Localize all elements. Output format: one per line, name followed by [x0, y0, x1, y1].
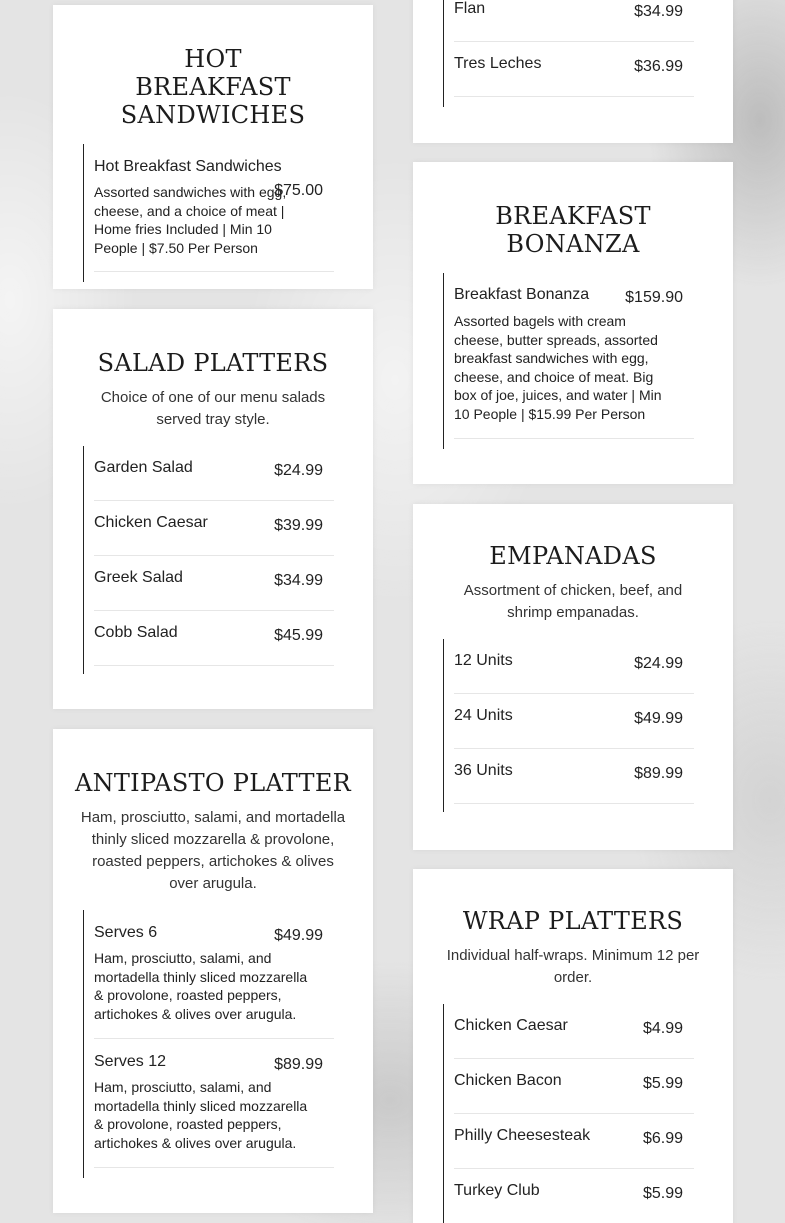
item-name: Hot Breakfast Sandwiches — [94, 158, 282, 175]
section-description: Ham, prosciutto, salami, and mortadella thinly sliced mozzarella & provolone, roasted peppers, artichokes & olives over arugula. — [80, 809, 346, 892]
item-name: Serves 6 — [94, 924, 158, 941]
menu-item[interactable] — [94, 556, 334, 611]
item-description: Assorted sandwiches with egg, cheese, and a choice of meat | Home fries Included | Min 10 People | $7.50 Per Person — [94, 184, 287, 256]
menu-item[interactable] — [94, 501, 334, 556]
item-description: Ham, prosciutto, salami, and mortadella thinly sliced mozzarella & provolone, roasted peppers, artichokes & olives over arugula. — [94, 1079, 308, 1151]
section-title: ANTIPASTO PLATTER — [74, 769, 352, 797]
item-price: $34.99 — [274, 572, 323, 589]
antipasto-card — [53, 729, 373, 1213]
item-price: $24.99 — [274, 462, 323, 479]
item-price: $75.00 — [274, 182, 323, 199]
desserts-card — [413, 0, 733, 143]
section-description: Individual half-wraps. Minimum 12 per order. — [446, 947, 700, 986]
section-title: SALAD PLATTERS — [97, 349, 329, 377]
item-name: Philly Cheesesteak — [454, 1127, 591, 1144]
item-price: $159.90 — [625, 289, 683, 306]
menu-item[interactable] — [94, 144, 334, 272]
salad-platters-card — [53, 309, 373, 709]
item-price: $6.99 — [642, 1130, 683, 1147]
menu-item[interactable] — [454, 639, 694, 694]
item-price: $4.99 — [642, 1020, 683, 1037]
menu-items — [83, 446, 334, 674]
section-title: HOT BREAKFAST SANDWICHES — [120, 45, 306, 129]
item-price: $49.99 — [634, 710, 683, 727]
item-price: $5.99 — [642, 1075, 683, 1092]
empanadas-card — [413, 504, 733, 850]
menu-item[interactable] — [94, 611, 334, 666]
item-price: $89.99 — [274, 1056, 323, 1073]
item-name: Greek Salad — [94, 569, 183, 586]
menu-item[interactable] — [454, 1114, 694, 1169]
wrap-platters-card — [413, 869, 733, 1223]
menu-item[interactable] — [454, 694, 694, 749]
section-title: EMPANADAS — [489, 542, 657, 570]
item-name: Cobb Salad — [94, 624, 178, 641]
item-price: $34.99 — [634, 3, 683, 20]
item-description: Assorted bagels with cream cheese, butter spreads, assorted breakfast sandwiches with egg, cheese, and choice of meat. Big box of joe, juices, and water | Min 10 People | $15.99 Per Person — [454, 313, 662, 422]
item-name: Serves 12 — [94, 1053, 167, 1070]
menu-item[interactable] — [454, 273, 694, 439]
item-name: 24 Units — [454, 707, 513, 724]
item-name: Turkey Club — [454, 1182, 540, 1199]
item-name: 12 Units — [454, 652, 513, 669]
menu-item[interactable] — [454, 0, 694, 42]
item-price: $45.99 — [274, 627, 323, 644]
menu-item[interactable] — [94, 446, 334, 501]
item-name: Flan — [454, 0, 486, 17]
item-price: $5.99 — [642, 1185, 683, 1202]
item-description: Ham, prosciutto, salami, and mortadella thinly sliced mozzarella & provolone, roasted peppers, artichokes & olives over arugula. — [94, 950, 308, 1022]
section-description: Assortment of chicken, beef, and shrimp empanadas. — [463, 582, 683, 621]
menu-item[interactable] — [454, 1004, 694, 1059]
item-name: 36 Units — [454, 762, 513, 779]
menu-item[interactable] — [454, 749, 694, 804]
item-price: $89.99 — [634, 765, 683, 782]
breakfast-bonanza-card — [413, 162, 733, 484]
menu-items — [443, 639, 694, 812]
item-name: Tres Leches — [454, 55, 542, 72]
hot-breakfast-card — [53, 5, 373, 289]
item-name: Chicken Caesar — [94, 514, 208, 531]
menu-items — [443, 1004, 694, 1223]
item-name: Breakfast Bonanza — [454, 286, 590, 303]
section-title: BREAKFAST BONANZA — [495, 202, 651, 258]
item-price: $24.99 — [634, 655, 683, 672]
menu-items — [83, 144, 334, 282]
section-title: WRAP PLATTERS — [462, 907, 684, 935]
menu-item[interactable] — [94, 1039, 334, 1168]
menu-items — [443, 273, 694, 449]
item-name: Chicken Caesar — [454, 1017, 568, 1034]
item-name: Garden Salad — [94, 459, 193, 476]
menu-items — [83, 910, 334, 1178]
menu-item[interactable] — [454, 1169, 694, 1223]
item-price: $39.99 — [274, 517, 323, 534]
menu-items — [443, 0, 694, 107]
section-description: Choice of one of our menu salads served tray style. — [100, 389, 326, 428]
item-price: $49.99 — [274, 927, 323, 944]
item-price: $36.99 — [634, 58, 683, 75]
menu-item[interactable] — [454, 42, 694, 97]
item-name: Chicken Bacon — [454, 1072, 562, 1089]
menu-item[interactable] — [94, 910, 334, 1039]
menu-item[interactable] — [454, 1059, 694, 1114]
